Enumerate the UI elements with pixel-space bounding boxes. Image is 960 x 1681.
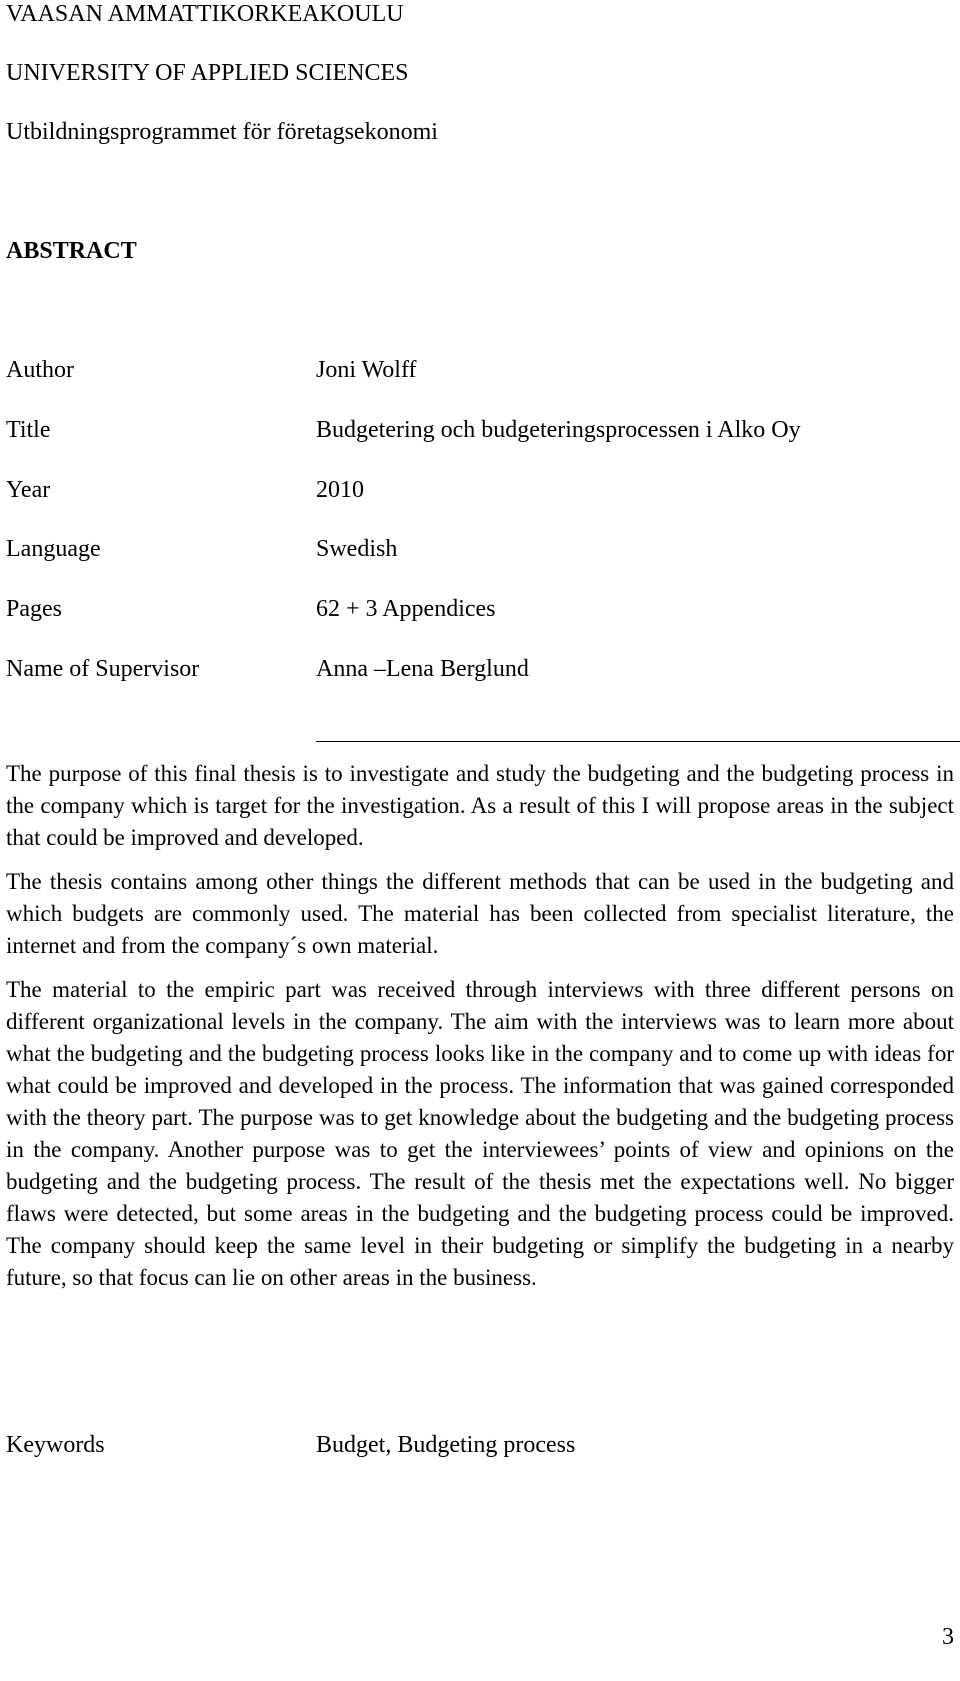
abstract-paragraph-2: The thesis contains among other things the different methods that can be used in the budgeting and which budgets are commonly used. The material has been collected from specialist literature, the internet and from the company´s own material. xyxy=(6,869,954,958)
language-value: Swedish xyxy=(316,536,398,562)
pages-label: Pages xyxy=(6,596,62,622)
year-label: Year xyxy=(6,477,51,503)
programme-name: Utbildningsprogrammet för företagsekonomi xyxy=(6,119,438,145)
institution-en: UNIVERSITY OF APPLIED SCIENCES xyxy=(6,60,409,86)
keywords-value: Budget, Budgeting process xyxy=(316,1432,576,1458)
title-value: Budgetering och budgeteringsprocessen i Alko Oy xyxy=(316,417,801,443)
abstract-paragraph-3: The material to the empiric part was received through interviews with three different persons on different organizational levels in the company. The aim with the interviews was to learn more about what the budgeting and the budgeting process looks like in the company and to come up with ideas for what could be improved and developed in the process. The information that was gained corresponded with the theory part. The purpose was to get knowledge about the budgeting and the budgeting process in the company. Another purpose was to get the interviewees’ points of view and opinions on the budgeting and the budgeting process. The result of the thesis met the expectations well. No bigger flaws were detected, but some areas in the budgeting and the budgeting process could be improved. The company should keep the same level in their budgeting or simplify the budgeting in a nearby future, so that focus can lie on other areas in the business. xyxy=(6,977,954,1290)
title-label: Title xyxy=(6,417,51,443)
year-value: 2010 xyxy=(316,477,364,503)
author-label: Author xyxy=(6,357,74,383)
supervisor-label: Name of Supervisor xyxy=(6,656,200,682)
language-label: Language xyxy=(6,536,101,562)
supervisor-value: Anna –Lena Berglund xyxy=(316,656,529,682)
abstract-heading: ABSTRACT xyxy=(6,238,137,264)
institution-fi: VAASAN AMMATTIKORKEAKOULU xyxy=(6,1,404,27)
abstract-paragraph-1: The purpose of this final thesis is to investigate and study the budgeting and the budgeting process in the company which is target for the investigation. As a result of this I will propose areas in the subject that could be improved and developed. xyxy=(6,761,954,850)
pages-value: 62 + 3 Appendices xyxy=(316,596,496,622)
page-number: 3 xyxy=(942,1624,954,1650)
keywords-label: Keywords xyxy=(6,1432,105,1458)
abstract-body xyxy=(6,758,954,1306)
author-value: Joni Wolff xyxy=(316,357,417,383)
divider-rule xyxy=(316,741,960,742)
